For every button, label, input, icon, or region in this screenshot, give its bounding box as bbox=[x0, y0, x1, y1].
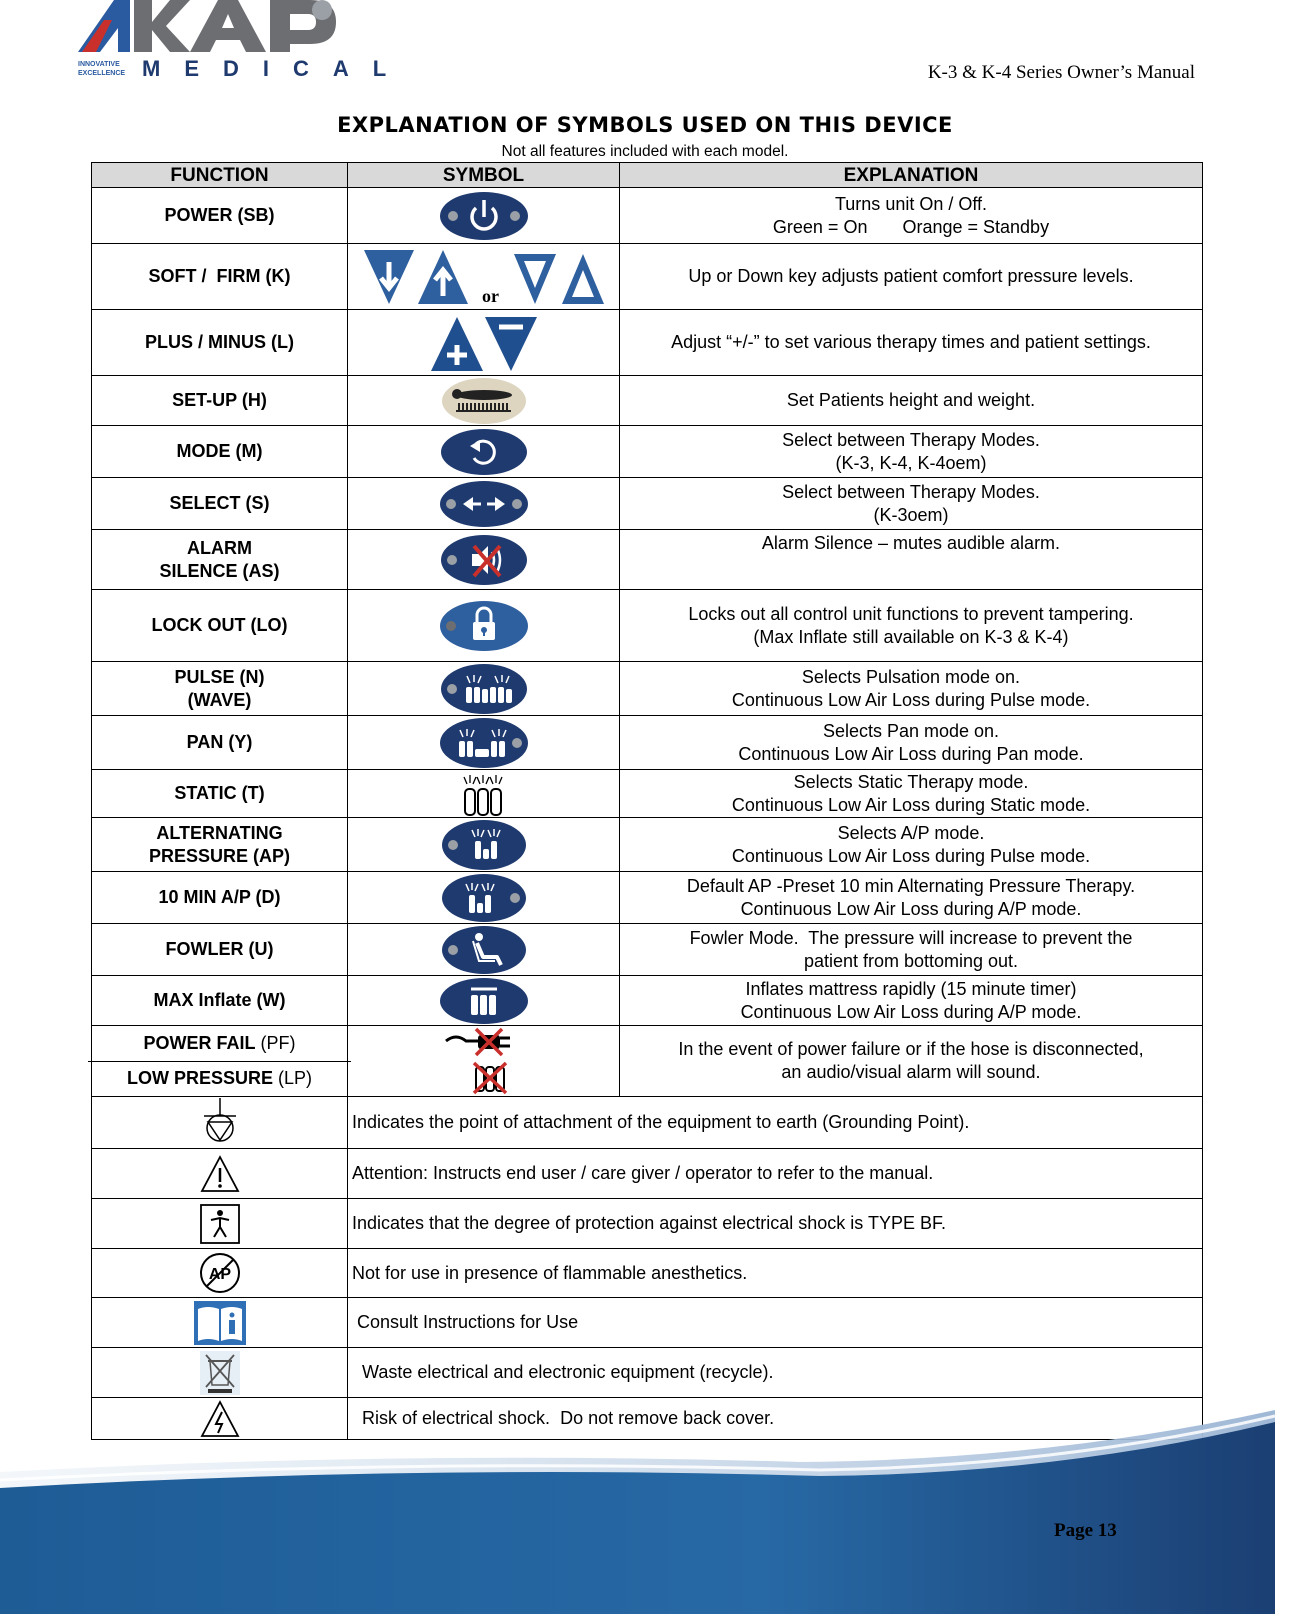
symbol-explanation: Attention: Instructs end user / care giver / operator to refer to the manual. bbox=[348, 1149, 1203, 1199]
function-cell: SOFT / FIRM (K) bbox=[92, 244, 348, 310]
lock-icon bbox=[439, 600, 529, 652]
explanation-line: Continuous Low Air Loss during Pulse mode. bbox=[731, 689, 1091, 710]
explanation-line: Select between Therapy Modes. bbox=[782, 429, 1040, 450]
power-fail-label: POWER FAIL (PF) bbox=[143, 1032, 296, 1053]
symbol-explanation: Risk of electrical shock. Do not remove back cover. bbox=[348, 1398, 1203, 1440]
svg-text:AP: AP bbox=[208, 1266, 231, 1283]
table-header-row bbox=[92, 163, 1203, 188]
function-cell: PLUS / MINUS (L) bbox=[92, 310, 348, 376]
low-pressure-label: LOW PRESSURE (LP) bbox=[88, 1061, 351, 1097]
table-row bbox=[92, 426, 1203, 478]
explanation-line: Select between Therapy Modes. bbox=[782, 481, 1040, 502]
explanation-line: Selects Static Therapy mode. bbox=[793, 771, 1029, 792]
explanation-line: (K-3oem) bbox=[873, 504, 949, 525]
page-number: Page 13 bbox=[1054, 1520, 1117, 1541]
or-label: or bbox=[482, 285, 499, 306]
column-header-function: FUNCTION bbox=[92, 163, 348, 188]
table-row bbox=[92, 1298, 1203, 1348]
table-row bbox=[92, 872, 1203, 924]
svg-text:MEDICAL: MEDICAL bbox=[142, 56, 411, 81]
table-row bbox=[92, 244, 1203, 310]
max-inflate-icon bbox=[439, 977, 529, 1025]
table-row bbox=[92, 188, 1203, 244]
static-icon bbox=[459, 771, 509, 817]
explanation-cell: Up or Down key adjusts patient comfort pressure levels. bbox=[620, 244, 1203, 310]
explanation-line: an audio/visual alarm will sound. bbox=[781, 1062, 1041, 1082]
explanation-line: Continuous Low Air Loss during A/P mode. bbox=[740, 898, 1082, 919]
explanation-cell: Set Patients height and weight. bbox=[620, 376, 1203, 426]
table-row bbox=[92, 1199, 1203, 1249]
plus-minus-icon bbox=[429, 313, 539, 373]
explanation-line: Default AP -Preset 10 min Alternating Pressure Therapy. bbox=[686, 875, 1136, 896]
function-cell: POWER (SB) bbox=[92, 188, 348, 244]
column-header-symbol: SYMBOL bbox=[348, 163, 620, 188]
mode-icon bbox=[440, 428, 528, 476]
table-row bbox=[92, 716, 1203, 770]
alternating-pressure-icon bbox=[441, 819, 527, 871]
explanation-line: (Max Inflate still available on K-3 & K-4) bbox=[753, 626, 1069, 647]
table-row bbox=[92, 1026, 1203, 1097]
explanation-line: Continuous Low Air Loss during Pan mode. bbox=[738, 743, 1084, 764]
explanation-line: Fowler Mode. The pressure will increase to prevent the bbox=[689, 927, 1133, 948]
select-icon bbox=[439, 480, 529, 528]
attention-icon bbox=[200, 1154, 240, 1194]
table-row bbox=[92, 376, 1203, 426]
weee-icon bbox=[200, 1351, 240, 1395]
pulse-icon bbox=[440, 663, 528, 715]
table-row bbox=[92, 1149, 1203, 1199]
function-line: ALARM bbox=[187, 537, 252, 558]
svg-text:INNOVATIVE: INNOVATIVE bbox=[78, 61, 120, 68]
setup-icon bbox=[441, 377, 527, 425]
explanation-line: Inflates mattress rapidly (15 minute timer) bbox=[745, 978, 1077, 999]
table-row bbox=[92, 924, 1203, 976]
pan-icon bbox=[439, 717, 529, 769]
page-subtitle: Not all features included with each model. bbox=[501, 143, 789, 160]
function-cell: SELECT (S) bbox=[92, 478, 348, 530]
function-cell: SET-UP (H) bbox=[92, 376, 348, 426]
function-cell: 10 MIN A/P (D) bbox=[92, 872, 348, 924]
no-ap-icon bbox=[198, 1251, 242, 1295]
explanation-line: Continuous Low Air Loss during A/P mode. bbox=[740, 1001, 1082, 1022]
table-row bbox=[92, 478, 1203, 530]
symbol-explanation: Indicates that the degree of protection against electrical shock is TYPE BF. bbox=[348, 1199, 1203, 1249]
page-title: EXPLANATION OF SYMBOLS USED ON THIS DEVICE bbox=[337, 113, 953, 137]
table-row bbox=[92, 310, 1203, 376]
symbol-explanation: Consult Instructions for Use bbox=[348, 1298, 1203, 1348]
column-header-explanation: EXPLANATION bbox=[620, 163, 1203, 188]
table-row bbox=[92, 590, 1203, 662]
function-cell: STATIC (T) bbox=[92, 770, 348, 818]
function-cell: MAX Inflate (W) bbox=[92, 976, 348, 1026]
fowler-icon bbox=[441, 925, 527, 975]
manual-title: K-3 & K-4 Series Owner’s Manual bbox=[927, 62, 1195, 83]
type-bf-icon bbox=[199, 1203, 241, 1245]
explanation-cell: Adjust “+/-” to set various therapy times and patient settings. bbox=[620, 310, 1203, 376]
table-row bbox=[92, 662, 1203, 716]
table-row bbox=[92, 1097, 1203, 1149]
explanation-line: Selects A/P mode. bbox=[837, 822, 985, 843]
explanation-line: Locks out all control unit functions to prevent tampering. bbox=[688, 603, 1134, 624]
power-icon bbox=[439, 191, 529, 241]
kap-medical-logo bbox=[78, 0, 411, 82]
explanation-line: In the event of power failure or if the hose is disconnected, bbox=[678, 1039, 1144, 1059]
instructions-icon bbox=[194, 1301, 246, 1345]
soft-firm-icon bbox=[362, 246, 470, 308]
table-row bbox=[92, 1249, 1203, 1298]
explanation-line: Turns unit On / Off. bbox=[834, 193, 988, 214]
function-line: PRESSURE (AP) bbox=[148, 845, 291, 866]
function-cell: PAN (Y) bbox=[92, 716, 348, 770]
symbol-explanation: Indicates the point of attachment of the equipment to earth (Grounding Point). bbox=[348, 1097, 1203, 1149]
function-cell: FOWLER (U) bbox=[92, 924, 348, 976]
function-line: SILENCE (AS) bbox=[159, 560, 280, 581]
explanation-line: (K-3, K-4, K-4oem) bbox=[835, 452, 987, 473]
explanation-line: Selects Pan mode on. bbox=[822, 720, 1000, 741]
function-cell: LOCK OUT (LO) bbox=[92, 590, 348, 662]
explanation-cell: Alarm Silence – mutes audible alarm. bbox=[620, 530, 1203, 590]
soft-firm-alt-icon bbox=[512, 250, 606, 308]
explanation-line: Selects Pulsation mode on. bbox=[801, 666, 1021, 687]
symbols-table bbox=[91, 162, 1203, 1440]
function-line: PULSE (N) bbox=[174, 666, 265, 687]
power-fail-icon bbox=[444, 1027, 524, 1095]
ten-min-ap-icon bbox=[441, 873, 527, 923]
svg-text:EXCELLENCE: EXCELLENCE bbox=[78, 70, 126, 77]
table-row bbox=[92, 1348, 1203, 1398]
explanation-line: Continuous Low Air Loss during Pulse mode. bbox=[731, 845, 1091, 866]
function-line: ALTERNATING bbox=[156, 822, 283, 843]
alarm-silence-icon bbox=[440, 534, 528, 586]
explanation-line: Continuous Low Air Loss during Static mode. bbox=[731, 794, 1091, 815]
table-row bbox=[92, 530, 1203, 590]
table-row bbox=[92, 770, 1203, 818]
table-row bbox=[92, 818, 1203, 872]
function-cell: MODE (M) bbox=[92, 426, 348, 478]
explanation-line: patient from bottoming out. bbox=[803, 950, 1019, 971]
explanation-line: Green = On Orange = Standby bbox=[772, 216, 1050, 237]
footer-swoosh bbox=[0, 1410, 1275, 1614]
function-line: (WAVE) bbox=[187, 689, 252, 710]
ground-icon bbox=[200, 1098, 240, 1148]
symbol-explanation: Not for use in presence of flammable anesthetics. bbox=[348, 1249, 1203, 1298]
symbol-explanation: Waste electrical and electronic equipment (recycle). bbox=[348, 1348, 1203, 1398]
table-row bbox=[92, 976, 1203, 1026]
